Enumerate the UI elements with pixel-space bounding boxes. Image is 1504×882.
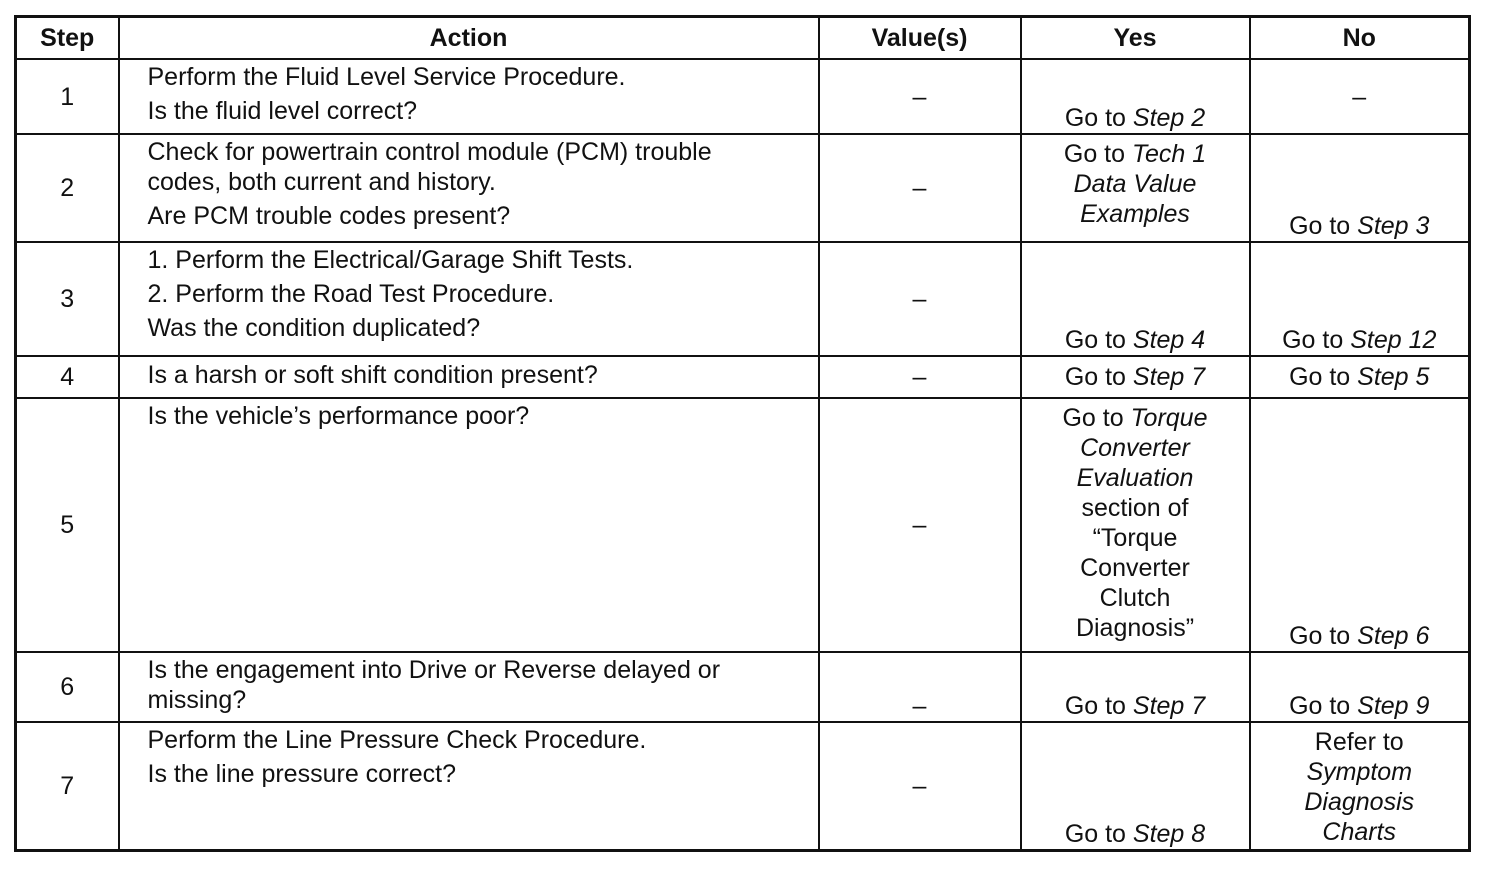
refer-to-prefix: Refer to	[1314, 728, 1404, 756]
no-cell: –	[1250, 59, 1470, 134]
table-row	[16, 356, 1470, 398]
yes-cell	[1021, 356, 1250, 398]
header-step: Step	[16, 17, 119, 60]
action-line: 1. Perform the Electrical/Garage Shift Tests.	[147, 246, 634, 274]
step-number: 3	[16, 242, 119, 356]
reference-title: Tech 1	[1131, 140, 1207, 168]
reference-detail: section of	[1081, 494, 1189, 522]
table-row	[16, 59, 1470, 134]
yes-cell	[1021, 59, 1250, 134]
action-line: missing?	[147, 686, 247, 714]
go-to-prefix: Go to	[1064, 692, 1133, 720]
action-cell	[119, 398, 819, 652]
yes-cell	[1021, 722, 1250, 850]
step-number: 1	[16, 59, 119, 134]
step-reference: Step 12	[1350, 326, 1437, 354]
table-row	[16, 398, 1470, 652]
step-number: 7	[16, 722, 119, 850]
go-to-prefix: Go to	[1064, 104, 1133, 132]
go-to-prefix: Go to	[1064, 819, 1133, 848]
action-cell	[119, 134, 819, 242]
step-reference: Step 4	[1132, 326, 1206, 354]
step-reference: Step 2	[1132, 104, 1206, 132]
reference-title: Torque	[1130, 404, 1208, 432]
action-line: Is the engagement into Drive or Reverse delayed or	[147, 656, 721, 684]
yes-cell	[1021, 134, 1250, 242]
action-line: codes, both current and history.	[147, 168, 496, 196]
action-line: Was the condition duplicated?	[147, 314, 481, 342]
no-cell	[1250, 398, 1470, 652]
no-cell	[1250, 242, 1470, 356]
table-row	[16, 134, 1470, 242]
go-to-prefix: Go to	[1063, 140, 1132, 168]
no-cell	[1250, 356, 1470, 398]
step-reference: Step 7	[1132, 692, 1206, 720]
header-action: Action	[119, 17, 819, 60]
reference-title: Charts	[1322, 818, 1397, 846]
action-cell	[119, 652, 819, 722]
no-cell	[1250, 134, 1470, 242]
header-yes: Yes	[1021, 17, 1250, 60]
reference-detail: Converter	[1080, 554, 1190, 582]
diagnostic-table	[14, 15, 1471, 852]
table-row	[16, 242, 1470, 356]
action-cell	[119, 722, 819, 850]
go-to-prefix: Go to	[1064, 363, 1133, 391]
action-cell	[119, 242, 819, 356]
value-cell: –	[819, 398, 1021, 652]
step-number: 2	[16, 134, 119, 242]
action-cell	[119, 356, 819, 398]
step-reference: Step 9	[1357, 692, 1430, 720]
go-to-prefix: Go to	[1289, 212, 1358, 240]
yes-cell	[1021, 652, 1250, 722]
step-number: 5	[16, 398, 119, 652]
action-line: Is the fluid level correct?	[147, 97, 418, 125]
step-reference: Step 6	[1357, 622, 1430, 650]
step-number: 4	[16, 356, 119, 398]
value-cell: –	[819, 59, 1021, 134]
value-cell: –	[819, 242, 1021, 356]
value-cell: –	[819, 134, 1021, 242]
header-no: No	[1250, 17, 1470, 60]
action-line: Perform the Line Pressure Check Procedure.	[147, 726, 647, 754]
action-line: Are PCM trouble codes present?	[147, 202, 511, 230]
go-to-prefix: Go to	[1282, 326, 1351, 354]
header-row	[16, 17, 1470, 60]
table-row	[16, 722, 1470, 850]
value-cell: –	[819, 722, 1021, 850]
reference-title: Converter	[1080, 434, 1190, 462]
step-reference: Step 3	[1357, 212, 1430, 240]
action-line: Is a harsh or soft shift condition present?	[147, 361, 598, 389]
reference-detail: Clutch	[1099, 584, 1171, 612]
step-reference: Step 7	[1132, 363, 1206, 391]
step-reference: Step 5	[1357, 363, 1430, 391]
go-to-prefix: Go to	[1289, 363, 1358, 391]
reference-detail: “Torque	[1092, 524, 1178, 552]
reference-title: Symptom	[1306, 758, 1413, 786]
action-line: Check for powertrain control module (PCM) trouble	[147, 138, 712, 166]
value-cell: –	[819, 652, 1021, 722]
header-values: Value(s)	[819, 17, 1021, 60]
value-cell: –	[819, 356, 1021, 398]
reference-detail: Diagnosis”	[1075, 614, 1195, 642]
action-line: Is the line pressure correct?	[147, 760, 456, 788]
action-cell	[119, 59, 819, 134]
action-line: 2. Perform the Road Test Procedure.	[147, 280, 555, 308]
yes-cell	[1021, 398, 1250, 652]
no-cell	[1250, 652, 1470, 722]
action-line: Perform the Fluid Level Service Procedure.	[147, 63, 626, 91]
go-to-prefix: Go to	[1289, 622, 1358, 650]
action-line: Is the vehicle’s performance poor?	[147, 402, 530, 430]
go-to-prefix: Go to	[1064, 326, 1133, 354]
no-cell	[1250, 722, 1470, 850]
step-number: 6	[16, 652, 119, 722]
step-reference: Step 8	[1132, 819, 1206, 848]
go-to-prefix: Go to	[1289, 692, 1358, 720]
yes-cell	[1021, 242, 1250, 356]
reference-title: Examples	[1080, 200, 1190, 228]
go-to-prefix: Go to	[1062, 404, 1131, 432]
reference-title: Evaluation	[1076, 464, 1194, 492]
table-row	[16, 652, 1470, 722]
reference-title: Data Value	[1073, 170, 1197, 198]
reference-title: Diagnosis	[1304, 788, 1415, 816]
